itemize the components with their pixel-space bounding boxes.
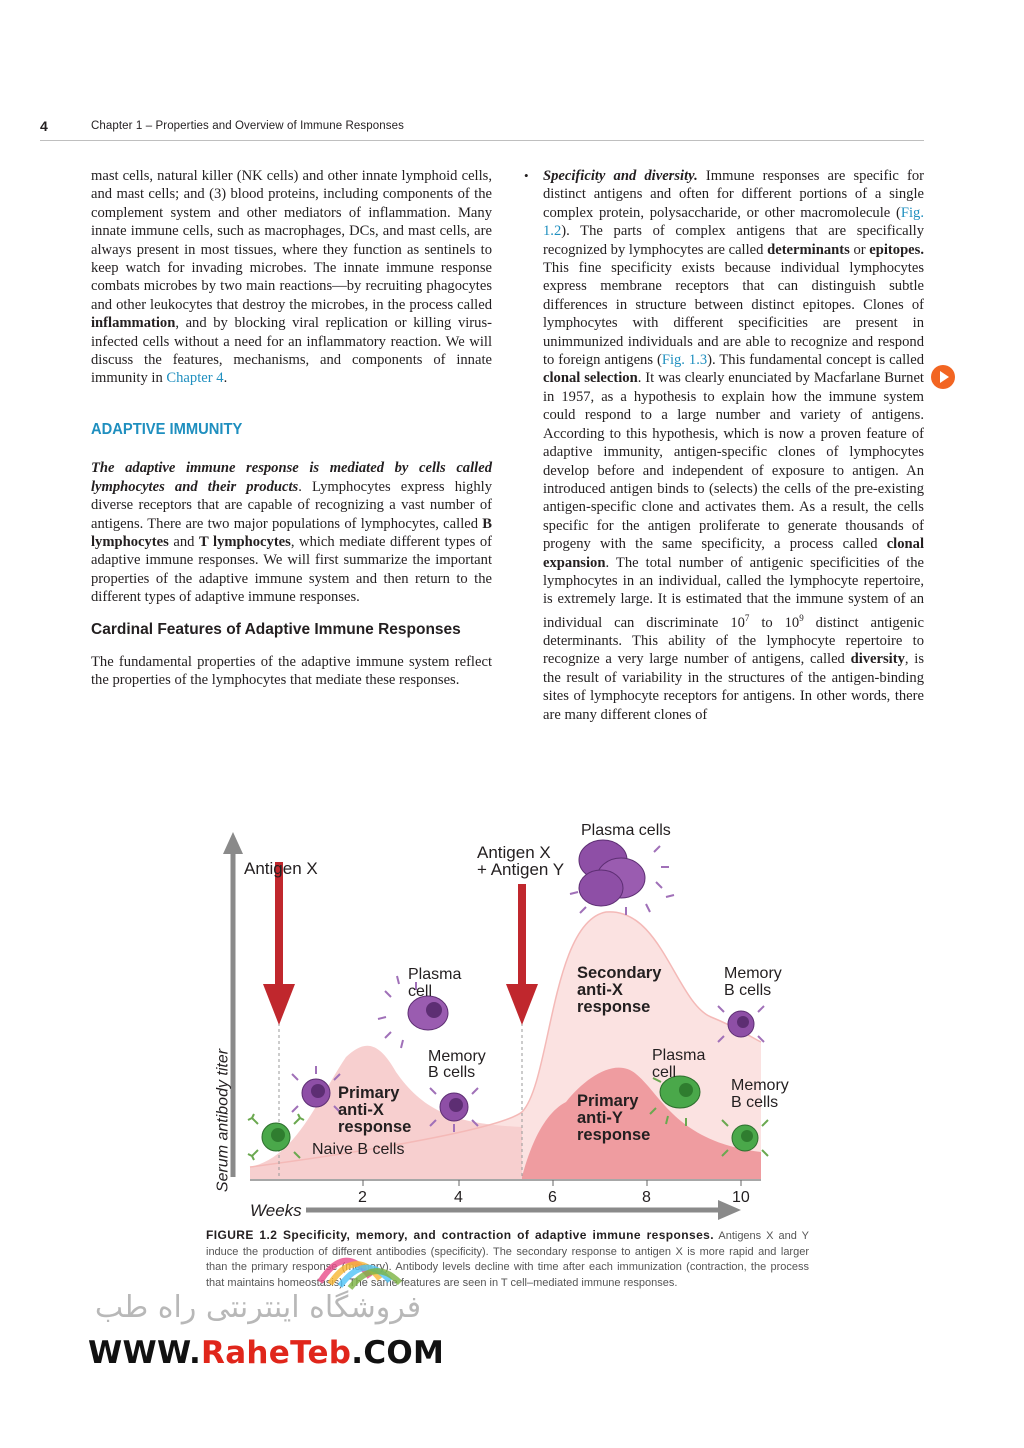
antigen-x-label: Antigen X	[244, 859, 318, 878]
primary-x-label-3: response	[338, 1118, 412, 1136]
x-axis-label: Weeks	[250, 1201, 302, 1220]
watermark-logo-icon	[315, 1232, 425, 1292]
memory-label-3a: Memory	[731, 1077, 789, 1094]
tick-4: 4	[454, 1189, 463, 1206]
paragraph-cardinal: The fundamental properties of the adaptive immune system reflect the properties of the lymphocytes that mediate these responses.	[91, 653, 492, 689]
plasma-cell-label-2a: Plasma	[652, 1047, 706, 1064]
secondary-x-label-2: anti-X	[577, 981, 623, 999]
paragraph-adaptive: The adaptive immune response is mediated by cells called lymphocytes and their products. Lymphocytes express highly diverse receptors that are capable of recognizing a vast number of antigens. There are two major populations of lymphocytes, called B lymphocytes and T lymphocytes, which mediate different types of adaptive immune responses. We will first summarize the important properties of the adaptive immune system and then return to the different types of adaptive immune responses.	[91, 460, 492, 606]
page-number: 4	[40, 118, 48, 134]
tick-10: 10	[732, 1189, 750, 1206]
watermark-url: WWW.RaheTeb.COM	[88, 1335, 445, 1371]
chapter-4-link[interactable]: Chapter 4	[166, 370, 224, 387]
fig-1-3-link[interactable]: Fig. 1.3	[661, 352, 708, 369]
primary-y-label-2: anti-Y	[577, 1109, 623, 1127]
play-video-icon[interactable]	[931, 365, 955, 389]
right-column	[524, 167, 924, 724]
primary-y-label-3: response	[577, 1126, 651, 1144]
fig-1-2-link[interactable]: Fig. 1.2	[543, 204, 924, 240]
memory-label-3b: B cells	[731, 1094, 779, 1111]
y-axis-label: Serum antibody titer	[214, 1048, 232, 1193]
primary-x-curve	[250, 1046, 522, 1179]
primary-x-label-2: anti-X	[338, 1101, 384, 1119]
memory-label-1a: Memory	[428, 1048, 486, 1065]
antigen-xy-label-2: + Antigen Y	[477, 860, 565, 879]
watermark-persian: فروشگاه اینترنتی راه طب	[94, 1290, 422, 1325]
plasma-cells-label: Plasma cells	[581, 822, 671, 839]
plasma-cell-label-2b: cell	[652, 1064, 677, 1081]
bullet: •	[524, 168, 529, 183]
tick-8: 8	[642, 1189, 651, 1206]
primary-y-label-1: Primary	[577, 1092, 639, 1110]
secondary-x-label-1: Secondary	[577, 964, 662, 982]
left-column	[91, 167, 492, 690]
memory-label-2b: B cells	[724, 982, 772, 999]
plasma-cell-label-1b: cell	[408, 983, 433, 1000]
paragraph-innate: mast cells, natural killer (NK cells) and other innate lymphoid cells, and mast cells; and (3) blood proteins, including components of the complement system and other mediators of inflammation. Many innate immune cells, such as macrophages, DCs, and mast cells, are always present in most tissues, where they function as sentinels to keep watch for invading microbes. The innate immune response combats microbes by two main reactions—by recruiting phagocytes and other leukocytes that destroy the microbes, in the process called inflammation, and by blocking viral replication or killing virus-infected cells without a need for an inflammatory reaction. We will discuss the features, mechanisms, and components of innate immunity in Chapter 4.	[91, 168, 492, 387]
secondary-x-label-3: response	[577, 998, 651, 1016]
memory-label-2a: Memory	[724, 965, 782, 982]
running-head: Chapter 1 – Properties and Overview of Immune Responses	[91, 120, 404, 132]
paragraph-specificity: Specificity and diversity. Immune responses are specific for distinct antigens and often for different portions of a single complex protein, polysaccharide, or other macromolecule (Fig. 1.2). The parts of complex antigens that are specifically recognized by lymphocytes are called determinants or epitopes. This fine specificity exists because individual lymphocytes express membrane receptors that can distinguish subtle differences in structure between distinct epitopes. Clones of lymphocytes with different specificities are present in unimmunized individuals and are able to recognize and respond to foreign antigens (Fig. 1.3). This fundamental concept is called clonal selection. It was clearly enunciated by Macfarlane Burnet in 1957, as a hypothesis to explain how the immune system could respond to a large number and variety of antigens. According to this hypothesis, which is now a proven feature of adaptive immunity, antigen-specific clones of lymphocytes develop before and independent of exposure to antigen. An introduced antigen binds to (selects) the cells of the pre-existing antigen-specific clone and activates them. As a result, the cells specific for the antigen proliferate to generate thousands of progeny with the same specificity, a process called clonal expansion. The total number of antigenic specificities of the lymphocytes in an individual, called the lymphocyte repertoire, is extremely large. It is estimated that the immune system of an individual can discriminate $10^7$ to $10^9$ distinct antigenic determinants. This ability of the lymphocyte repertoire to recognize a very large number of antigens, called diversity, is the result of variability in the structures of the antigen-binding sites of lymphocyte receptors for antigens. In other words, there are many different clones of	[543, 168, 924, 723]
antigen-xy-label-1: Antigen X	[477, 843, 551, 862]
caption-label: FIGURE 1.2 Specificity, memory, and contraction of adaptive immune responses.	[206, 1228, 714, 1242]
naive-b-cells-label: Naive B cells	[312, 1141, 405, 1158]
plasma-cell-label-1a: Plasma	[408, 966, 462, 983]
primary-x-label-1: Primary	[338, 1084, 400, 1102]
section-heading: ADAPTIVE IMMUNITY	[91, 420, 243, 438]
plasma-cells-top-icon	[570, 840, 674, 915]
figure-1-2	[206, 812, 816, 1227]
page-header	[40, 116, 924, 141]
figure-caption	[206, 1228, 809, 1291]
tick-2: 2	[358, 1189, 367, 1206]
tick-6: 6	[548, 1189, 557, 1206]
memory-label-1b: B cells	[428, 1064, 476, 1081]
subsection-heading: Cardinal Features of Adaptive Immune Responses	[91, 620, 461, 638]
caption-text: Antigens X and Y induce the production of different antibodies (specificity). The secondary response to antigen X is more rapid and larger than the primary response (memory). Antibody levels decline with time after each immunization (contraction, the process that maintains homeostasis). The same features are seen in T cell–mediated immune responses.	[206, 1230, 809, 1289]
